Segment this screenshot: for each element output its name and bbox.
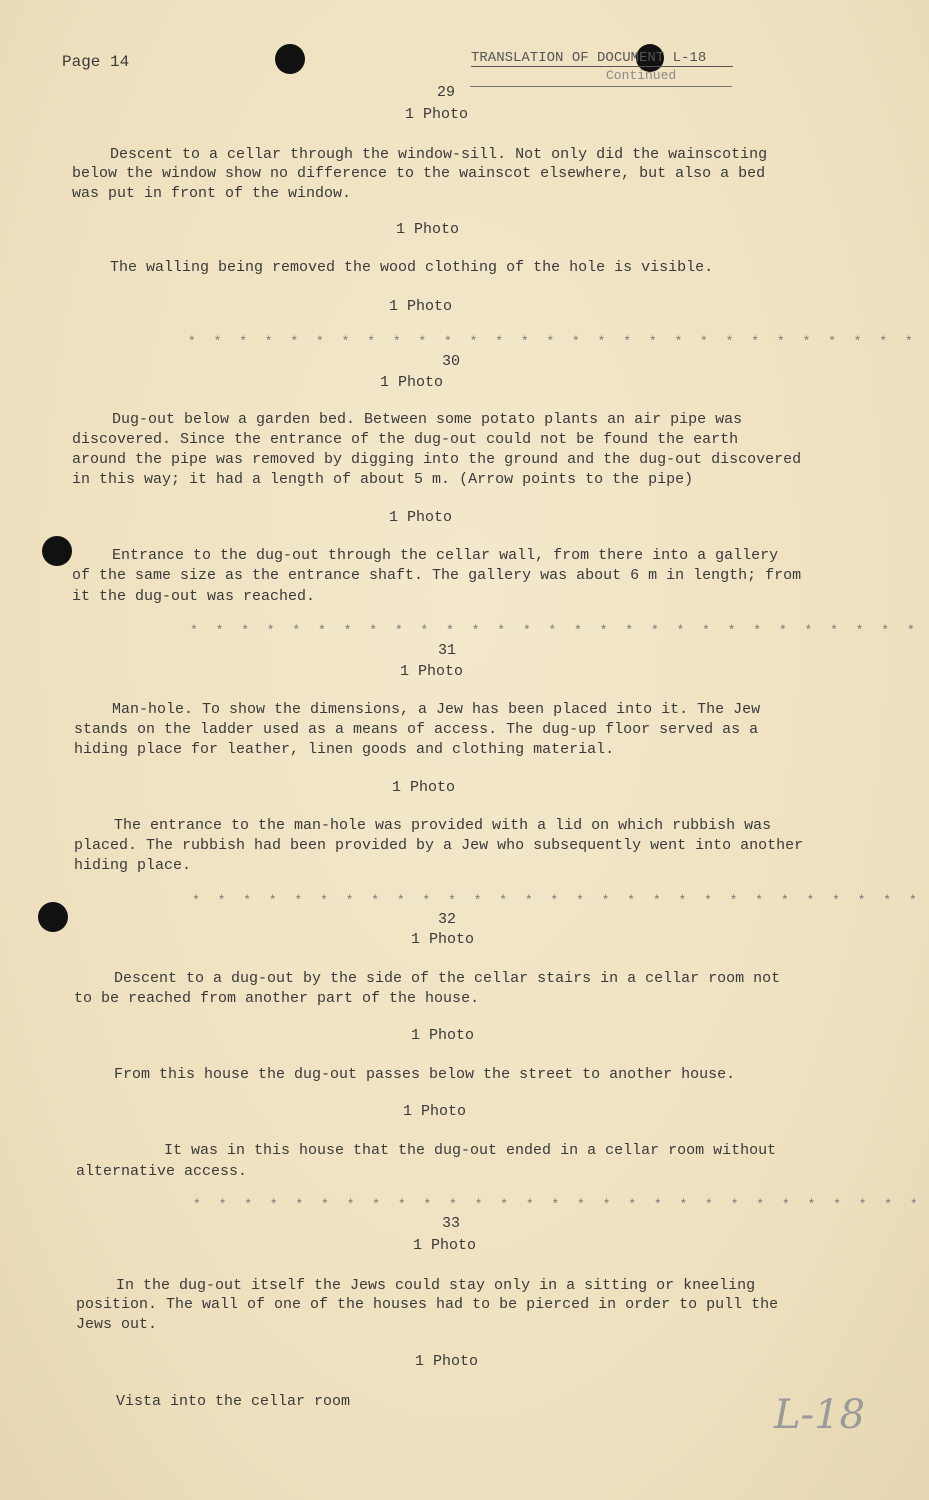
photo-caption: 1 Photo (392, 779, 456, 796)
photo-caption: 1 Photo (411, 1027, 475, 1044)
paragraph-line: was put in front of the window. (72, 185, 352, 202)
paragraph-line: alternative access. (76, 1163, 248, 1180)
paragraph-line: From this house the dug-out passes below the street to another house. (114, 1066, 736, 1083)
section-number: 31 (438, 642, 457, 659)
photo-caption: 1 Photo (389, 298, 453, 315)
paragraph-line: below the window show no difference to the wainscot elsewhere, but also a bed (72, 165, 766, 182)
section-separator: * * * * * * * * * * * * * * * * * * * * * * * * * * * * * (193, 1197, 923, 1212)
document-title: TRANSLATION OF DOCUMENT L-18 (471, 50, 707, 66)
paragraph-line: hiding place for leather, linen goods and clothing material. (74, 741, 615, 758)
paragraph-line: Descent to a cellar through the window-sill. Not only did the wainscoting (110, 146, 768, 163)
punch-hole-left-mid (42, 536, 72, 566)
paragraph-line: The entrance to the man-hole was provided with a lid on which rubbish was (114, 817, 772, 834)
title-underline (471, 66, 733, 67)
section-number: 30 (442, 353, 461, 370)
paragraph-line: In the dug-out itself the Jews could stay only in a sitting or kneeling (116, 1277, 756, 1294)
paragraph-line: stands on the ladder used as a means of access. The dug-up floor served as a (74, 721, 759, 738)
photo-caption: 1 Photo (413, 1237, 477, 1254)
paragraph-line: placed. The rubbish had been provided by a Jew who subsequently went into another (74, 837, 804, 854)
paragraph-line: Entrance to the dug-out through the cellar wall, from there into a gallery (112, 547, 779, 564)
paragraph-line: The walling being removed the wood clothing of the hole is visible. (110, 259, 714, 276)
photo-caption: 1 Photo (400, 663, 464, 680)
paragraph-line: Vista into the cellar room (116, 1393, 351, 1410)
paragraph-line: position. The wall of one of the houses had to be pierced in order to pull the (76, 1296, 779, 1313)
continued-underline (470, 86, 732, 87)
section-separator: * * * * * * * * * * * * * * * * * * * * * * * * * * * * * (190, 623, 920, 638)
section-separator: * * * * * * * * * * * * * * * * * * * * * * * * * * * * * (188, 334, 918, 349)
punch-hole-left-lower (38, 902, 68, 932)
section-number: 29 (437, 84, 456, 101)
paragraph-line: to be reached from another part of the house. (74, 990, 480, 1007)
paragraph-line: around the pipe was removed by digging into the ground and the dug-out discovered (72, 451, 802, 468)
photo-caption: 1 Photo (380, 374, 444, 391)
photo-caption: 1 Photo (411, 931, 475, 948)
section-number: 33 (442, 1215, 461, 1232)
photo-caption: 1 Photo (415, 1353, 479, 1370)
paragraph-line: discovered. Since the entrance of the dug-out could not be found the earth (72, 431, 739, 448)
paragraph-line: Descent to a dug-out by the side of the cellar stairs in a cellar room not (114, 970, 781, 987)
photo-caption: 1 Photo (403, 1103, 467, 1120)
handwritten-document-number: L-18 (774, 1392, 865, 1438)
section-number: 32 (438, 911, 457, 928)
continued-label: Continued (606, 68, 677, 83)
punch-hole-top (275, 44, 305, 74)
photo-caption: 1 Photo (389, 509, 453, 526)
paragraph-line: of the same size as the entrance shaft. The gallery was about 6 m in length; from (72, 567, 802, 584)
paragraph-line: It was in this house that the dug-out ended in a cellar room without (164, 1142, 777, 1159)
photo-caption: 1 Photo (396, 221, 460, 238)
paragraph-line: Jews out. (76, 1316, 158, 1333)
paragraph-line: Man-hole. To show the dimensions, a Jew has been placed into it. The Jew (112, 701, 761, 718)
paragraph-line: in this way; it had a length of about 5 m. (Arrow points to the pipe) (72, 471, 694, 488)
photo-caption: 1 Photo (405, 106, 469, 123)
paragraph-line: hiding place. (74, 857, 192, 874)
section-separator: * * * * * * * * * * * * * * * * * * * * * * * * * * * * * (192, 893, 922, 908)
page-label: Page 14 (62, 53, 130, 71)
paragraph-line: Dug-out below a garden bed. Between some potato plants an air pipe was (112, 411, 743, 428)
paragraph-line: it the dug-out was reached. (72, 588, 316, 605)
